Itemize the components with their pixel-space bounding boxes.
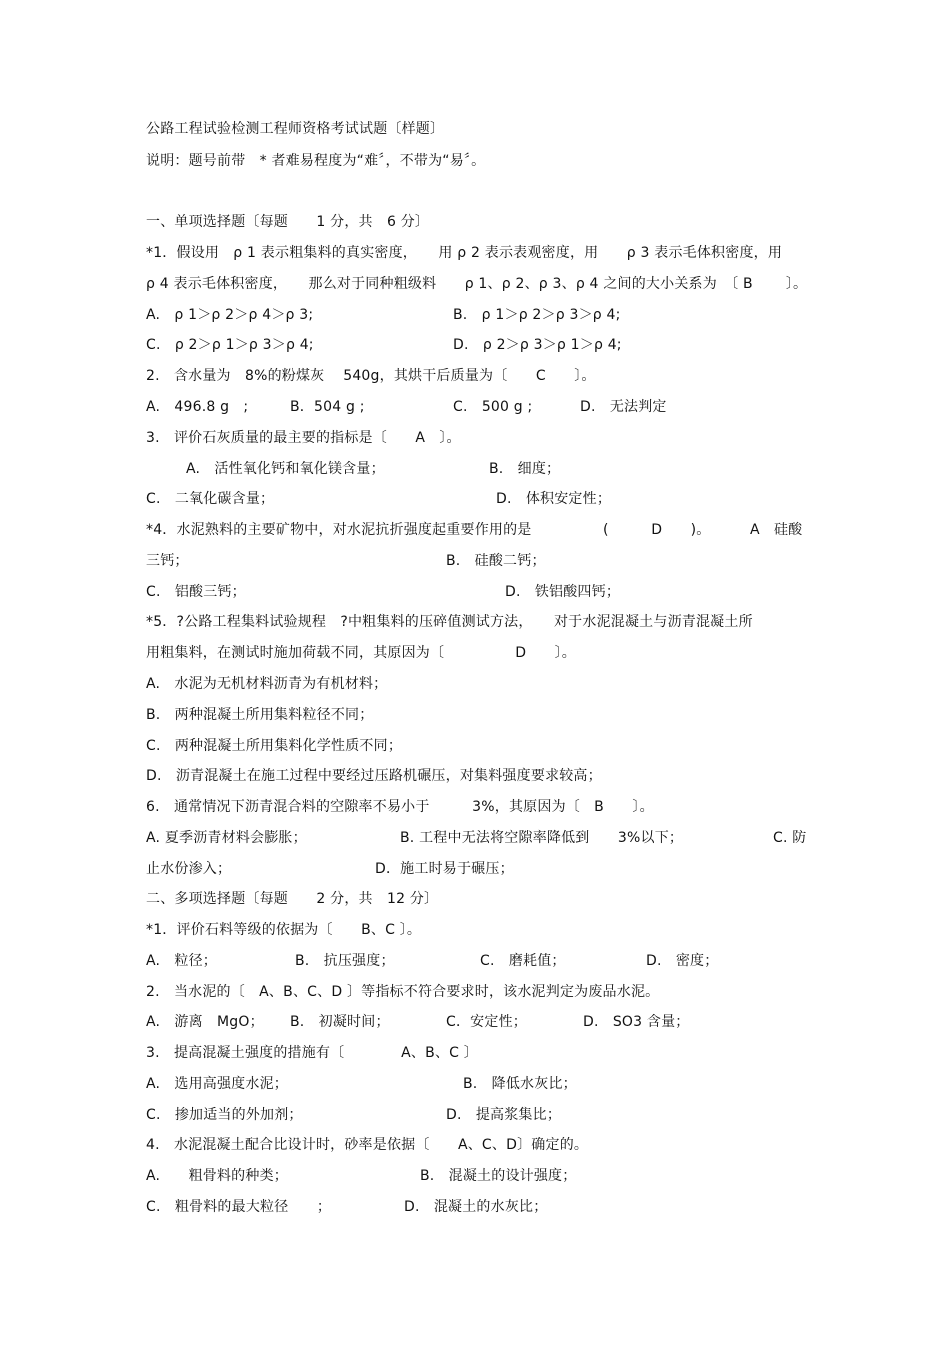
multi-question-2-option-a: A. 游离 MgO； [146,1014,264,1030]
question-5-option-c: C. 两种混凝土所用集料化学性质不同； [146,738,403,754]
question-2-option-c: C. 500 g ; [453,399,533,415]
question-5-option-d: D. 沥青混凝土在施工过程中要经过压路机碾压，对集料强度要求较高； [146,768,602,784]
question-4-line-1: *4．水泥熟料的主要矿物中，对水泥抗折强度起重要作用的是 [146,522,532,538]
question-4-answer: ( D )。 [603,522,711,538]
question-2-option-a: A. 496.8 g ; [146,399,249,415]
multi-question-1-option-c: C. 磨耗值； [480,953,566,969]
question-1-line-1: *1．假设用 ρ 1 表示粗集料的真实密度， 用 ρ 2 表示表观密度，用 ρ 3 表示毛体积密度，用 [146,245,783,261]
question-5-line-2: 用粗集料，在测试时施加荷载不同，其原因为〔 D 〕。 [146,645,576,661]
multi-question-4: 4. 水泥混凝土配合比设计时，砂率是依据〔 A、C、D〕确定的。 [146,1137,589,1153]
question-4-option-d: D. 铁铝酸四钙； [505,584,621,600]
question-1-option-b: B. ρ 1＞ρ 2＞ρ 3＞ρ 4; [453,307,621,323]
question-6-option-b: B. 工程中无法将空隙率降低到 3%以下； [400,830,684,846]
question-4-option-b: B. 硅酸二钙； [446,553,546,569]
multi-question-3-option-c: C. 掺加适当的外加剂； [146,1107,303,1123]
question-6-option-d: D．施工时易于碾压； [375,861,514,877]
question-3-option-b: B. 细度； [489,461,561,477]
multi-question-2: 2. 当水泥的〔 A、B、C、D 〕等指标不符合要求时，该水泥判定为废品水泥。 [146,984,660,1000]
question-3-option-c: C. 二氧化碳含量； [146,491,275,507]
question-3: 3. 评价石灰质量的最主要的指标是〔 A 〕。 [146,430,461,446]
question-1-option-c: C. ρ 2＞ρ 1＞ρ 3＞ρ 4; [146,337,314,353]
multi-question-2-option-d: D. SO3 含量； [583,1014,690,1030]
multi-question-1-option-a: A. 粒径； [146,953,217,969]
multi-question-3-option-a: A. 选用高强度水泥； [146,1076,288,1092]
question-5-option-a: A. 水泥为无机材料沥青为有机材料； [146,676,388,692]
multi-question-4-option-a: A. 粗骨料的种类； [146,1168,288,1184]
question-4-option-c: C. 铝酸三钙； [146,584,246,600]
multi-question-2-option-b: B. 初凝时间； [290,1014,390,1030]
doc-title: 公路工程试验检测工程师资格考试试题〔样题〕 [146,121,445,137]
section-single-choice: 一、单项选择题〔每题 1 分，共 6 分〕 [146,214,430,230]
multi-question-3: 3. 提高混凝土强度的措施有〔 A、B、C 〕 [146,1045,478,1061]
multi-question-1: *1．评价石料等级的依据为〔 B、C 〕。 [146,922,422,938]
question-1-option-d: D. ρ 2＞ρ 3＞ρ 1＞ρ 4; [453,337,622,353]
question-3-option-d: D. 体积安定性； [496,491,612,507]
question-4-line-2: 三钙； [146,553,189,569]
multi-question-4-option-d: D. 混凝土的水灰比； [404,1199,548,1215]
question-6-option-a: A. 夏季沥青材料会膨胀； [146,830,307,846]
multi-question-4-option-c: C. 粗骨料的最大粒径 ； [146,1199,332,1215]
question-6-option-c: C. 防 [773,830,807,846]
question-2-option-b: B．504 g ; [290,399,365,415]
multi-question-2-option-c: C．安定性； [446,1014,527,1030]
section-multi-choice: 二、多项选择题〔每题 2 分，共 12 分〕 [146,891,439,907]
doc-note: 说明：题号前带 * 者难易程度为“难〞，不带为“易〞。 [146,153,486,169]
multi-question-3-option-b: B. 降低水灰比； [463,1076,577,1092]
question-3-option-a: A. 活性氧化钙和氧化镁含量； [186,461,385,477]
multi-question-1-option-d: D. 密度； [646,953,719,969]
multi-question-1-option-b: B. 抗压强度； [295,953,395,969]
multi-question-4-option-b: B. 混凝土的设计强度； [420,1168,577,1184]
question-6: 6. 通常情况下沥青混合料的空隙率不易小于 3%，其原因为〔 B 〕。 [146,799,654,815]
question-5-line-1: *5．?公路工程集料试验规程 ?中粗集料的压碎值测试方法， 对于水泥混凝土与沥青混凝土所 [146,614,753,630]
question-6-option-c-cont: 止水份渗入； [146,861,232,877]
question-2-option-d: D. 无法判定 [580,399,667,415]
question-2: 2. 含水量为 8%的粉煤灰 540g，其烘干后质量为〔 C 〕。 [146,368,596,384]
multi-question-3-option-d: D. 提高浆集比； [446,1107,562,1123]
question-1-option-a: A. ρ 1＞ρ 2＞ρ 4＞ρ 3; [146,307,314,323]
question-1-line-2: ρ 4 表示毛体积密度， 那么对于同种粗级料 ρ 1、ρ 2、ρ 3、ρ 4 之间的大小关系为 〔 B 〕。 [146,276,808,292]
question-4-option-a: A 硅酸 [750,522,803,538]
question-5-option-b: B. 两种混凝土所用集料粒径不同； [146,707,374,723]
